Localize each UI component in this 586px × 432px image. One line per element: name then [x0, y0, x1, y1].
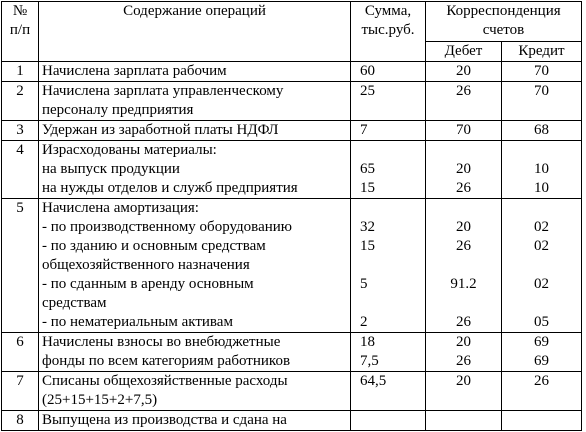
description-line: средствам	[42, 295, 107, 311]
debit-value: 20	[456, 373, 471, 389]
table-row	[2, 121, 582, 141]
debit-value	[429, 411, 498, 430]
sum-value: 5	[360, 276, 368, 292]
header-corr-line-2: счетов	[482, 22, 525, 38]
credit-value	[505, 391, 578, 410]
description-line: Начислена амортизация:	[42, 200, 199, 216]
row-number	[2, 372, 39, 411]
operations-table	[1, 1, 582, 431]
table-row	[2, 62, 582, 82]
description-line: Удержан из заработной платы НДФЛ	[42, 122, 279, 138]
credit-value: 02	[534, 219, 549, 235]
row-number	[2, 411, 39, 431]
debit-value: 26	[456, 353, 471, 369]
credit-value: 68	[534, 122, 549, 138]
debit-value: 70	[456, 122, 471, 138]
sum-value: 64,5	[360, 373, 387, 389]
row-number	[2, 141, 39, 199]
credit-value	[505, 199, 578, 218]
debit-account	[426, 141, 502, 199]
table-header	[2, 2, 582, 62]
debit-value: 91.2	[450, 276, 477, 292]
sum-value: 15	[360, 238, 375, 254]
debit-value	[429, 199, 498, 218]
row-number-text: 3	[16, 122, 24, 138]
debit-value: 26	[456, 83, 471, 99]
operation-description	[39, 411, 351, 431]
operation-description	[39, 141, 351, 199]
header-num-line-1: №	[12, 3, 28, 19]
sum-value: 18	[360, 334, 375, 350]
credit-value: 70	[534, 83, 549, 99]
credit-account	[502, 333, 582, 372]
description-line: Израсходованы материалы:	[42, 142, 217, 158]
credit-value	[505, 294, 578, 313]
credit-account	[502, 82, 582, 121]
operation-sum	[351, 411, 426, 431]
header-debit: Дебет	[426, 42, 502, 62]
sum-value: 7	[360, 122, 368, 138]
debit-account	[426, 82, 502, 121]
debit-value	[429, 256, 498, 275]
operation-sum	[351, 62, 426, 82]
credit-value: 10	[534, 180, 549, 196]
operation-sum	[351, 199, 426, 333]
operation-sum	[351, 333, 426, 372]
debit-value	[429, 294, 498, 313]
credit-value: 69	[534, 353, 549, 369]
header-sum-line-2: тыс.руб.	[361, 22, 415, 38]
description-line: (25+15+15+2+7,5)	[42, 392, 158, 408]
sum-value: 32	[360, 219, 375, 235]
header-num-line-2: п/п	[9, 22, 31, 38]
description-line: - по нематериальным активам	[42, 314, 233, 330]
sum-value	[354, 411, 422, 430]
row-number	[2, 199, 39, 333]
description-line: - по зданию и основным средствам	[42, 238, 266, 254]
row-number-text: 7	[16, 373, 24, 389]
credit-value	[505, 141, 578, 160]
table-body	[2, 62, 582, 431]
description-line: фонды по всем категориям работников	[42, 353, 291, 369]
debit-account	[426, 199, 502, 333]
row-number-text: 1	[16, 63, 24, 79]
credit-account	[502, 372, 582, 411]
table-row	[2, 141, 582, 199]
row-number-text: 5	[16, 200, 24, 216]
row-number-text: 8	[16, 412, 24, 428]
operation-description	[39, 82, 351, 121]
operation-sum	[351, 141, 426, 199]
table-row	[2, 411, 582, 431]
sum-value	[354, 141, 422, 160]
header-sum	[351, 2, 426, 62]
debit-value	[429, 141, 498, 160]
sum-value: 2	[360, 314, 368, 330]
credit-value	[505, 101, 578, 120]
description-line: Начислена зарплата управленческому	[42, 83, 284, 99]
table-row	[2, 372, 582, 411]
description-line: на нужды отделов и служб предприятия	[42, 180, 298, 196]
header-correspondence	[426, 2, 582, 42]
description-line: Начислена зарплата рабочим	[42, 63, 227, 79]
credit-value	[505, 411, 578, 430]
description-line: - по сданным в аренду основным	[42, 276, 254, 292]
row-number	[2, 62, 39, 82]
operation-description	[39, 121, 351, 141]
description-line: на выпуск продукции	[42, 161, 180, 177]
credit-account	[502, 411, 582, 431]
header-corr-line-1: Корреспонденция	[446, 3, 561, 19]
description-line: общехозяйственного назначения	[42, 257, 250, 273]
operation-description	[39, 199, 351, 333]
debit-value: 26	[456, 238, 471, 254]
credit-value: 02	[534, 276, 549, 292]
header-sum-line-1: Сумма,	[364, 3, 412, 19]
debit-account	[426, 62, 502, 82]
operation-description	[39, 372, 351, 411]
credit-account	[502, 141, 582, 199]
sum-value: 65	[360, 161, 375, 177]
description-line: Начислены взносы во внебюджетные	[42, 334, 281, 350]
operation-description	[39, 333, 351, 372]
table-row	[2, 199, 582, 333]
credit-account	[502, 62, 582, 82]
debit-value: 20	[456, 334, 471, 350]
credit-value: 69	[534, 334, 549, 350]
operation-description	[39, 62, 351, 82]
debit-value: 26	[456, 314, 471, 330]
header-content: Содержание операций	[39, 2, 351, 62]
debit-account	[426, 333, 502, 372]
debit-account	[426, 121, 502, 141]
operation-sum	[351, 372, 426, 411]
credit-account	[502, 199, 582, 333]
sum-value: 15	[360, 180, 375, 196]
row-number-text: 2	[16, 83, 24, 99]
row-number	[2, 82, 39, 121]
credit-value: 02	[534, 238, 549, 254]
header-num	[2, 2, 39, 62]
description-line: Выпущена из производства и сдана на	[42, 412, 287, 428]
header-credit: Кредит	[502, 42, 582, 62]
sum-value: 25	[360, 83, 375, 99]
debit-value: 20	[456, 219, 471, 235]
sum-value	[354, 199, 422, 218]
debit-value	[429, 101, 498, 120]
debit-value	[429, 391, 498, 410]
description-line: персоналу предприятия	[42, 102, 194, 118]
row-number	[2, 333, 39, 372]
row-number-text: 4	[16, 142, 24, 158]
credit-value: 10	[534, 161, 549, 177]
sum-value	[354, 391, 422, 410]
description-line: Списаны общехозяйственные расходы	[42, 373, 288, 389]
credit-value: 26	[534, 373, 549, 389]
credit-account	[502, 121, 582, 141]
operation-sum	[351, 121, 426, 141]
debit-value: 26	[456, 180, 471, 196]
sum-value	[354, 294, 422, 313]
row-number-text: 6	[16, 334, 24, 350]
table-row	[2, 333, 582, 372]
sum-value	[354, 256, 422, 275]
description-line: - по производственному оборудованию	[42, 219, 292, 235]
credit-value: 05	[534, 314, 549, 330]
table-row	[2, 82, 582, 121]
debit-account	[426, 411, 502, 431]
sum-value: 7,5	[360, 353, 379, 369]
operation-sum	[351, 82, 426, 121]
credit-value	[505, 256, 578, 275]
credit-value: 70	[534, 63, 549, 79]
debit-value: 20	[456, 63, 471, 79]
sum-value: 60	[360, 63, 375, 79]
debit-value: 20	[456, 161, 471, 177]
row-number	[2, 121, 39, 141]
debit-account	[426, 372, 502, 411]
sum-value	[354, 101, 422, 120]
